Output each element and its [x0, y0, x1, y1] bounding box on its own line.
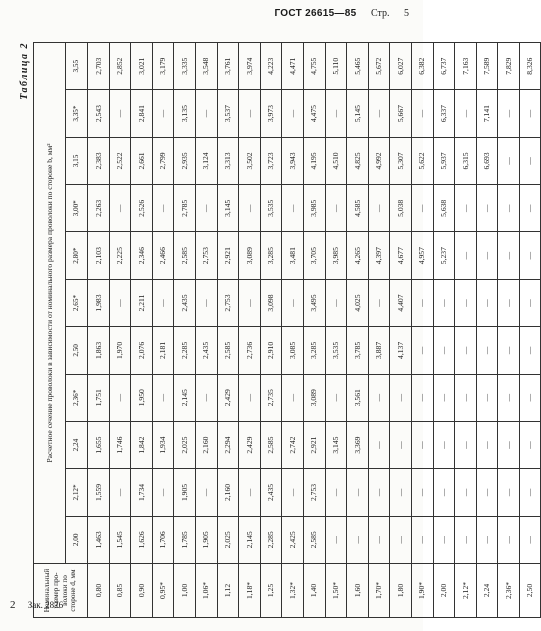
value-cell: —: [109, 279, 131, 326]
value-cell: 3,495: [303, 279, 325, 326]
size-cell: 1,80: [390, 564, 412, 618]
value-cell: 2,753: [303, 469, 325, 516]
value-cell: 4,957: [411, 232, 433, 279]
value-cell: 2,435: [195, 327, 217, 374]
column-header: 2,36*: [66, 374, 88, 421]
value-cell: 5,145: [347, 90, 369, 137]
value-cell: —: [519, 279, 541, 326]
value-cell: —: [368, 185, 390, 232]
value-cell: 2,585: [260, 421, 282, 468]
value-cell: 4,471: [282, 43, 304, 90]
table-row: [476, 43, 498, 618]
column-header: 2,12*: [66, 469, 88, 516]
value-cell: 3,502: [239, 137, 261, 184]
value-cell: 3,089: [303, 374, 325, 421]
value-cell: 2,703: [88, 43, 110, 90]
value-cell: —: [455, 421, 477, 468]
value-cell: —: [325, 516, 347, 563]
size-column-header: Номинальный размер про-волоки по стороне d, мм: [34, 564, 88, 618]
size-cell: 1,90*: [411, 564, 433, 618]
value-cell: —: [498, 137, 520, 184]
value-cell: 2,160: [217, 469, 239, 516]
table-row: [368, 43, 390, 618]
value-cell: —: [325, 90, 347, 137]
value-cell: —: [433, 421, 455, 468]
value-cell: —: [433, 374, 455, 421]
value-cell: —: [109, 374, 131, 421]
value-cell: 1,706: [152, 516, 174, 563]
table-row: [109, 43, 131, 618]
value-cell: 5,622: [411, 137, 433, 184]
table-row: [217, 43, 239, 618]
size-cell: 1,00: [174, 564, 196, 618]
value-cell: 3,537: [217, 90, 239, 137]
table-row: [433, 43, 455, 618]
value-cell: 3,098: [260, 279, 282, 326]
page-header: [274, 8, 409, 19]
value-cell: —: [476, 374, 498, 421]
value-cell: 2,753: [217, 279, 239, 326]
value-cell: 1,734: [131, 469, 153, 516]
value-cell: —: [282, 469, 304, 516]
value-cell: 3,985: [325, 232, 347, 279]
table-row: [303, 43, 325, 618]
value-cell: 3,985: [303, 185, 325, 232]
value-cell: —: [282, 185, 304, 232]
table-caption: Расчетное сечение проволоки в зависимости от номинального размера проволоки по стороне b, мм²: [34, 43, 66, 564]
value-cell: —: [368, 374, 390, 421]
value-cell: 5,667: [390, 90, 412, 137]
value-cell: 6,382: [411, 43, 433, 90]
value-cell: 2,294: [217, 421, 239, 468]
value-cell: 3,145: [325, 421, 347, 468]
value-cell: —: [325, 185, 347, 232]
value-cell: —: [411, 327, 433, 374]
value-cell: 5,638: [433, 185, 455, 232]
value-cell: —: [368, 516, 390, 563]
value-cell: 2,285: [260, 516, 282, 563]
value-cell: 3,943: [282, 137, 304, 184]
value-cell: 3,285: [260, 232, 282, 279]
value-cell: 4,195: [303, 137, 325, 184]
value-cell: 1,950: [131, 374, 153, 421]
standard-code: ГОСТ 26615—85: [274, 8, 357, 19]
value-cell: 2,799: [152, 137, 174, 184]
value-cell: 2,383: [88, 137, 110, 184]
column-header: 2,80*: [66, 232, 88, 279]
value-cell: 7,141: [476, 90, 498, 137]
value-cell: 3,369: [347, 421, 369, 468]
table-row: [174, 43, 196, 618]
value-cell: 2,425: [282, 516, 304, 563]
value-cell: —: [498, 516, 520, 563]
value-cell: 1,983: [88, 279, 110, 326]
value-cell: —: [455, 279, 477, 326]
column-header: 2,65*: [66, 279, 88, 326]
value-cell: 4,407: [390, 279, 412, 326]
value-cell: —: [390, 516, 412, 563]
value-cell: 5,110: [325, 43, 347, 90]
value-cell: 3,561: [347, 374, 369, 421]
table-row: [390, 43, 412, 618]
value-cell: 3,179: [152, 43, 174, 90]
size-cell: 2,50: [519, 564, 541, 618]
value-cell: 3,085: [282, 327, 304, 374]
value-cell: 3,705: [303, 232, 325, 279]
value-cell: —: [498, 374, 520, 421]
value-cell: 2,785: [174, 185, 196, 232]
value-cell: —: [433, 279, 455, 326]
value-cell: 2,841: [131, 90, 153, 137]
value-cell: 2,543: [88, 90, 110, 137]
table-row: [498, 43, 520, 618]
value-cell: 2,910: [260, 327, 282, 374]
table-row: [455, 43, 477, 618]
value-cell: 1,626: [131, 516, 153, 563]
value-cell: 2,742: [282, 421, 304, 468]
size-cell: 1,50*: [325, 564, 347, 618]
value-cell: 2,263: [88, 185, 110, 232]
value-cell: 4,510: [325, 137, 347, 184]
table-row: [411, 43, 433, 618]
table-row: [195, 43, 217, 618]
value-cell: 3,089: [239, 232, 261, 279]
table-row: [152, 43, 174, 618]
value-cell: —: [476, 516, 498, 563]
value-cell: 4,475: [303, 90, 325, 137]
value-cell: 7,163: [455, 43, 477, 90]
value-cell: 1,746: [109, 421, 131, 468]
value-cell: —: [390, 374, 412, 421]
value-cell: —: [498, 185, 520, 232]
value-cell: —: [152, 374, 174, 421]
value-cell: —: [476, 327, 498, 374]
value-cell: 1,785: [174, 516, 196, 563]
table-title: Таблица 2: [19, 42, 30, 100]
value-cell: —: [498, 421, 520, 468]
value-cell: 4,137: [390, 327, 412, 374]
value-cell: —: [455, 90, 477, 137]
value-cell: —: [519, 185, 541, 232]
value-cell: 5,307: [390, 137, 412, 184]
value-cell: 2,211: [131, 279, 153, 326]
value-cell: —: [433, 516, 455, 563]
value-cell: 3,335: [174, 43, 196, 90]
table-row: [88, 43, 110, 618]
value-cell: —: [411, 90, 433, 137]
value-cell: 6,315: [455, 137, 477, 184]
table-row: [282, 43, 304, 618]
value-cell: —: [455, 469, 477, 516]
value-cell: 2,735: [260, 374, 282, 421]
size-cell: 1,40: [303, 564, 325, 618]
value-cell: 1,842: [131, 421, 153, 468]
value-cell: 2,736: [239, 327, 261, 374]
value-cell: —: [519, 374, 541, 421]
value-cell: —: [455, 327, 477, 374]
value-cell: —: [498, 90, 520, 137]
page-number: 5: [404, 8, 409, 19]
table-row: [239, 43, 261, 618]
value-cell: —: [476, 185, 498, 232]
value-cell: 1,970: [109, 327, 131, 374]
value-cell: 1,905: [195, 516, 217, 563]
value-cell: 2,076: [131, 327, 153, 374]
value-cell: —: [239, 374, 261, 421]
footer-page-number: 2: [10, 599, 16, 611]
value-cell: 6,027: [390, 43, 412, 90]
value-cell: 2,661: [131, 137, 153, 184]
value-cell: 4,585: [347, 185, 369, 232]
value-cell: 2,753: [195, 232, 217, 279]
value-cell: 2,103: [88, 232, 110, 279]
value-cell: —: [282, 374, 304, 421]
value-cell: 2,145: [174, 374, 196, 421]
value-cell: —: [476, 232, 498, 279]
value-cell: 6,693: [476, 137, 498, 184]
value-cell: 2,522: [109, 137, 131, 184]
table-row: [260, 43, 282, 618]
value-cell: —: [433, 469, 455, 516]
data-table: [33, 42, 541, 618]
value-cell: —: [195, 185, 217, 232]
value-cell: —: [325, 374, 347, 421]
value-cell: 6,737: [433, 43, 455, 90]
value-cell: 7,829: [498, 43, 520, 90]
value-cell: —: [455, 516, 477, 563]
value-cell: —: [347, 516, 369, 563]
value-cell: 2,585: [303, 516, 325, 563]
value-cell: 2,346: [131, 232, 153, 279]
size-cell: 1,18*: [239, 564, 261, 618]
rotated-table-block: [19, 42, 535, 618]
order-number: Зак. 2876: [27, 600, 64, 610]
value-cell: 2,181: [152, 327, 174, 374]
value-cell: 2,225: [109, 232, 131, 279]
column-header: 3,55: [66, 43, 88, 90]
value-cell: 4,992: [368, 137, 390, 184]
value-cell: 2,435: [260, 469, 282, 516]
size-cell: 2,36*: [498, 564, 520, 618]
value-cell: —: [455, 185, 477, 232]
value-cell: —: [498, 232, 520, 279]
table-row: [347, 43, 369, 618]
size-cell: 0,80: [88, 564, 110, 618]
value-cell: —: [411, 279, 433, 326]
value-cell: —: [282, 90, 304, 137]
value-cell: —: [519, 137, 541, 184]
value-cell: —: [239, 469, 261, 516]
value-cell: —: [239, 185, 261, 232]
value-cell: —: [390, 421, 412, 468]
size-cell: 1,12: [217, 564, 239, 618]
value-cell: 4,265: [347, 232, 369, 279]
value-cell: 2,435: [174, 279, 196, 326]
value-cell: —: [498, 279, 520, 326]
value-cell: —: [195, 374, 217, 421]
value-cell: —: [239, 279, 261, 326]
value-cell: —: [498, 469, 520, 516]
value-cell: 3,723: [260, 137, 282, 184]
size-cell: 2,00: [433, 564, 455, 618]
value-cell: —: [519, 232, 541, 279]
value-cell: 2,921: [303, 421, 325, 468]
page-label: Стр.: [370, 8, 390, 19]
value-cell: 2,935: [174, 137, 196, 184]
value-cell: 2,025: [217, 516, 239, 563]
value-cell: —: [519, 469, 541, 516]
table-row: [131, 43, 153, 618]
value-cell: 1,751: [88, 374, 110, 421]
value-cell: 4,397: [368, 232, 390, 279]
value-cell: 2,921: [217, 232, 239, 279]
value-cell: 3,761: [217, 43, 239, 90]
value-cell: 3,973: [260, 90, 282, 137]
value-cell: —: [519, 90, 541, 137]
value-cell: 5,237: [433, 232, 455, 279]
value-cell: 1,655: [88, 421, 110, 468]
size-cell: 2,24: [476, 564, 498, 618]
value-cell: 3,145: [217, 185, 239, 232]
value-cell: 5,465: [347, 43, 369, 90]
size-cell: 1,70*: [368, 564, 390, 618]
value-cell: —: [109, 185, 131, 232]
column-header: 3,15: [66, 137, 88, 184]
value-cell: —: [109, 90, 131, 137]
size-cell: 1,32*: [282, 564, 304, 618]
table-row: [325, 43, 347, 618]
value-cell: 8,326: [519, 43, 541, 90]
column-header: 3,00*: [66, 185, 88, 232]
value-cell: 4,677: [390, 232, 412, 279]
value-cell: —: [411, 421, 433, 468]
value-cell: 3,285: [303, 327, 325, 374]
value-cell: —: [455, 374, 477, 421]
value-cell: —: [368, 279, 390, 326]
value-cell: —: [433, 327, 455, 374]
value-cell: 2,429: [217, 374, 239, 421]
value-cell: —: [152, 90, 174, 137]
value-cell: 1,905: [174, 469, 196, 516]
size-cell: 1,25: [260, 564, 282, 618]
value-cell: 3,313: [217, 137, 239, 184]
value-cell: —: [519, 421, 541, 468]
value-cell: 1,934: [152, 421, 174, 468]
value-cell: 1,559: [88, 469, 110, 516]
value-cell: 4,223: [260, 43, 282, 90]
size-cell: 1,60: [347, 564, 369, 618]
size-cell: 2,12*: [455, 564, 477, 618]
value-cell: —: [152, 469, 174, 516]
value-cell: —: [411, 185, 433, 232]
value-cell: —: [368, 421, 390, 468]
value-cell: 2,160: [195, 421, 217, 468]
column-header: 3,35*: [66, 90, 88, 137]
value-cell: 3,785: [347, 327, 369, 374]
value-cell: —: [519, 327, 541, 374]
value-cell: —: [325, 469, 347, 516]
value-cell: 3,021: [131, 43, 153, 90]
value-cell: —: [498, 327, 520, 374]
value-cell: 3,887: [368, 327, 390, 374]
value-cell: 3,548: [195, 43, 217, 90]
column-header: 2,50: [66, 327, 88, 374]
value-cell: —: [455, 232, 477, 279]
value-cell: —: [195, 469, 217, 516]
value-cell: —: [390, 469, 412, 516]
value-cell: 4,825: [347, 137, 369, 184]
value-cell: —: [109, 469, 131, 516]
value-cell: —: [476, 279, 498, 326]
value-cell: 1,545: [109, 516, 131, 563]
value-cell: 2,852: [109, 43, 131, 90]
value-cell: 3,124: [195, 137, 217, 184]
size-cell: 0,95*: [152, 564, 174, 618]
value-cell: 4,025: [347, 279, 369, 326]
value-cell: —: [195, 90, 217, 137]
value-cell: 1,863: [88, 327, 110, 374]
value-cell: —: [195, 279, 217, 326]
value-cell: 2,429: [239, 421, 261, 468]
value-cell: 5,937: [433, 137, 455, 184]
value-cell: 2,145: [239, 516, 261, 563]
value-cell: —: [239, 90, 261, 137]
value-cell: —: [368, 469, 390, 516]
value-cell: 2,526: [131, 185, 153, 232]
value-cell: —: [282, 279, 304, 326]
value-cell: 3,974: [239, 43, 261, 90]
value-cell: —: [411, 516, 433, 563]
size-cell: 0,90: [131, 564, 153, 618]
column-header: 2,00: [66, 516, 88, 563]
value-cell: 2,025: [174, 421, 196, 468]
value-cell: 4,755: [303, 43, 325, 90]
value-cell: 3,135: [174, 90, 196, 137]
value-cell: 5,672: [368, 43, 390, 90]
value-cell: —: [411, 469, 433, 516]
value-cell: —: [519, 516, 541, 563]
value-cell: —: [476, 421, 498, 468]
value-cell: —: [411, 374, 433, 421]
page-footer: [10, 599, 63, 611]
value-cell: —: [476, 469, 498, 516]
value-cell: —: [347, 469, 369, 516]
value-cell: 2,466: [152, 232, 174, 279]
table-row: [519, 43, 541, 618]
column-header: 2,24: [66, 421, 88, 468]
value-cell: —: [368, 90, 390, 137]
size-cell: 1,06*: [195, 564, 217, 618]
value-cell: —: [152, 185, 174, 232]
value-cell: 2,285: [174, 327, 196, 374]
value-cell: 3,535: [325, 327, 347, 374]
value-cell: 3,535: [260, 185, 282, 232]
value-cell: 2,585: [217, 327, 239, 374]
value-cell: —: [152, 279, 174, 326]
value-cell: 6,337: [433, 90, 455, 137]
value-cell: 7,589: [476, 43, 498, 90]
size-cell: 0,85: [109, 564, 131, 618]
value-cell: 3,481: [282, 232, 304, 279]
value-cell: 5,038: [390, 185, 412, 232]
value-cell: 2,585: [174, 232, 196, 279]
value-cell: —: [325, 279, 347, 326]
value-cell: 1,463: [88, 516, 110, 563]
